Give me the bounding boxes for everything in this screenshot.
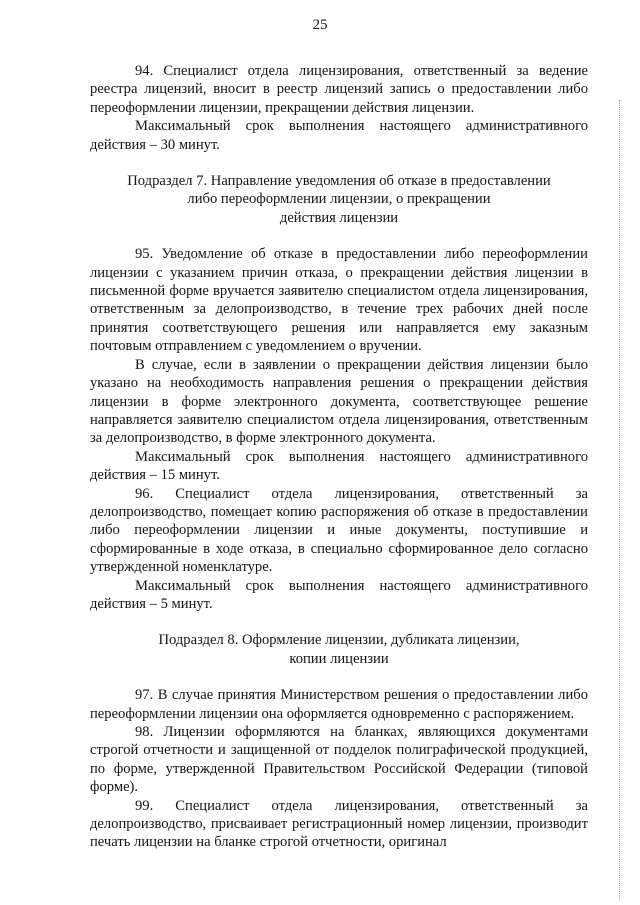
paragraph-96: 96. Специалист отдела лицензирования, ответственный за делопроизводство, помещает копию распоряжения об отказе в предоставлении либо переоформлении лицензии и иные документы, поступившие и сформированные в ходе отказа, в специально сформированное дело согласно утвержденной номенклатуре. (90, 485, 588, 576)
heading-line: действия лицензии (279, 209, 399, 226)
heading-line: Подраздел 8. Оформление лицензии, дубликата лицензии, (158, 632, 520, 649)
paragraph-95: 95. Уведомление об отказе в предоставлении либо переоформлении лицензии с указанием причин отказа, о прекращении действия лицензии в письменной форме вручается заявителю специалистом отдела лицензирования, ответственным за делопроизводство, в течение трех рабочих дней после принятия соответствующего решения или направляется ему заказным почтовым отправлением с уведомлением о вручении. (90, 246, 588, 355)
paragraph-95-deadline: Максимальный срок выполнения настоящего административного действия – 15 минут. (90, 448, 588, 484)
paragraph-97: 97. В случае принятия Министерством решения о предоставлении либо переоформлении лицензии она оформляется одновременно с распоряжением. (90, 687, 588, 722)
paragraph-94: 94. Специалист отдела лицензирования, ответственный за ведение реестра лицензий, вносит в реестр лицензий запись о предоставлении либо переоформлении лицензии, прекращении действия лицензии. (90, 63, 588, 116)
page-number: 25 (312, 17, 328, 33)
heading-line: копии лицензии (289, 650, 389, 667)
subsection-7-heading (90, 172, 588, 227)
paragraph-95-electronic: В случае, если в заявлении о прекращении действия лицензии было указано на необходимость направления решения о прекращении действия лицензии в форме электронного документа, соответствующее решение направляется заявителю специалистом отдела лицензирования, ответственным за делопроизводство, в форме электронного документа. (90, 356, 588, 447)
paragraph-94-deadline: Максимальный срок выполнения настоящего административного действия – 30 минут. (90, 118, 588, 153)
paragraph-98: 98. Лицензии оформляются на бланках, являющихся документами строгой отчетности и защищенной от подделок полиграфической продукцией, по форме, утвержденной Правительством Российской Федерации (типовой форме). (90, 724, 588, 796)
heading-line: либо переоформлении лицензии, о прекращении (187, 191, 491, 208)
document-body (90, 62, 588, 852)
heading-line: Подраздел 7. Направление уведомления об отказе в предоставлении (127, 173, 551, 190)
page-edge-line (618, 100, 620, 900)
paragraph-96-deadline: Максимальный срок выполнения настоящего административного действия – 5 минут. (90, 577, 588, 612)
subsection-8-heading (90, 631, 588, 668)
paragraph-99: 99. Специалист отдела лицензирования, ответственный за делопроизводство, присваивает регистрационный номер лицензии, производит печать лицензии на бланке строгой отчетности, оригинал (90, 797, 588, 851)
